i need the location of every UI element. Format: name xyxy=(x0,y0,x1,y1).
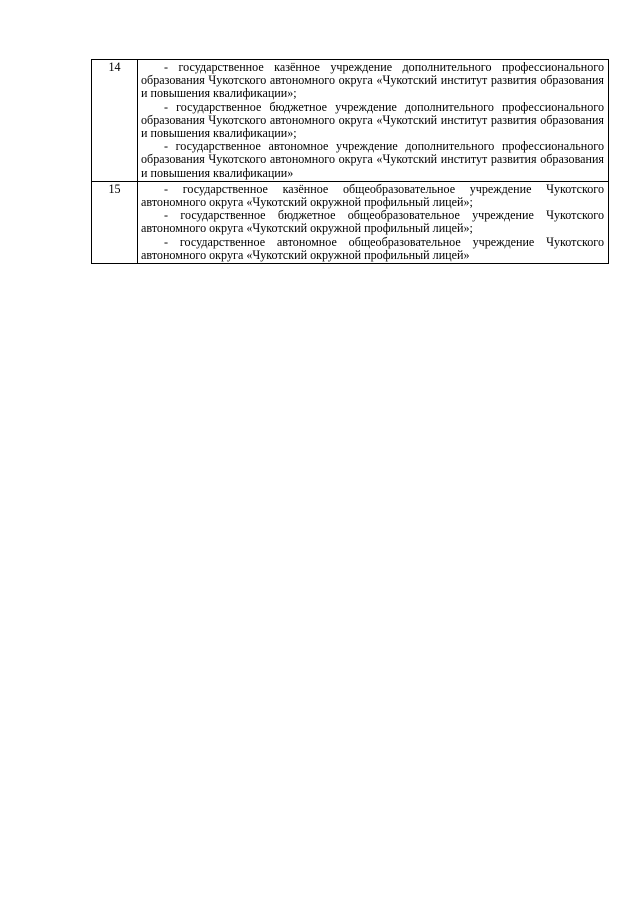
row-number: 15 xyxy=(108,181,121,196)
row-number: 14 xyxy=(108,60,121,74)
list-item: - государственное бюджетное учреждение дополнительного профессионального образования Чукотского автономного округа «Чукотский институт развития образования и повышения квалификации»; xyxy=(141,99,604,141)
list-item: - государственное автономное общеобразовательное учреждение Чукотского автономного округа «Чукотский окружной профильный лицей» xyxy=(141,234,604,262)
table-row xyxy=(92,181,609,263)
list-item: - государственное автономное учреждение дополнительного профессионального образования Чукотского автономного округа «Чукотский институт развития образования и повышения квалификации» xyxy=(141,139,604,180)
institution-list-cell xyxy=(138,181,609,263)
list-item: - государственное казённое учреждение дополнительного профессионального образования Чукотского автономного округа «Чукотский институт развития образования и повышения квалификации»; xyxy=(141,60,604,101)
institution-list-cell xyxy=(138,60,609,182)
document-table xyxy=(91,59,609,264)
row-number-cell xyxy=(92,181,138,263)
row-number-cell xyxy=(92,60,138,182)
list-item: - государственное казённое общеобразовательное учреждение Чукотского автономного округа «Чукотский окружной профильный лицей»; xyxy=(141,181,604,210)
list-item: - государственное бюджетное общеобразовательное учреждение Чукотского автономного округа «Чукотский окружной профильный лицей»; xyxy=(141,208,604,236)
table-row xyxy=(92,60,609,182)
